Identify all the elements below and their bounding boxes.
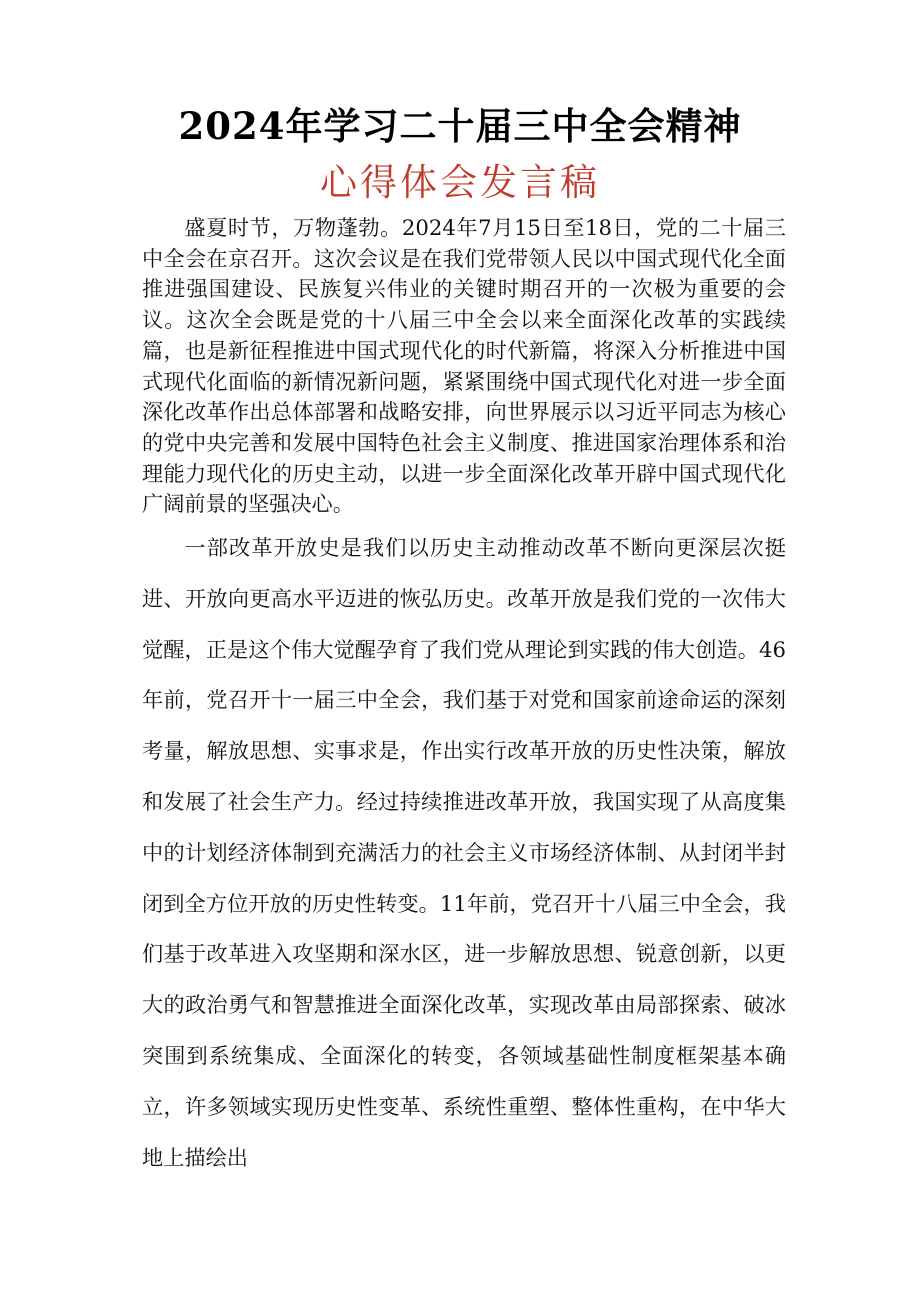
document-subtitle: 心得体会发言稿 [320, 161, 600, 204]
document-title: 2024年学习二十届三中全会精神 [178, 104, 742, 148]
body-paragraph-2: 一部改革开放史是我们以历史主动推动改革不断向更深层次挺进、开放向更高水平迈进的恢弘历史。改革开放是我们党的一次伟大觉醒，正是这个伟大觉醒孕育了我们党从理论到实践的伟大创造。46年前，党召开十一届三中全会，我们基于对党和国家前途命运的深刻考量，解放思想、实事求是，作出实行改革开放的历史性决策，解放和发展了社会生产力。经过持续推进改革开放，我国实现了从高度集中的计划经济体制到充满活力的社会主义市场经济体制、从封闭半封闭到全方位开放的历史性转变。11年前，党召开十八届三中全会，我们基于改革进入攻坚期和深水区，进一步解放思想、锐意创新，以更大的政治勇气和智慧推进全面深化改革，实现改革由局部探索、破冰突围到系统集成、全面深化的转变，各领域基础性制度框架基本确立，许多领域实现历史性变革、系统性重塑、整体性重构，在中华大地上描绘出 [142, 535, 786, 1170]
body-paragraph-1: 盛夏时节，万物蓬勃。2024年7月15日至18日，党的二十届三中全会在京召开。这次会议是在我们党带领人民以中国式现代化全面推进强国建设、民族复兴伟业的关键时期召开的一次极为重要的会议。这次全会既是党的十八届三中全会以来全面深化改革的实践续篇，也是新征程推进中国式现代化的时代新篇，将深入分析推进中国式现代化面临的新情况新问题，紧紧围绕中国式现代化对进一步全面深化改革作出总体部署和战略安排，向世界展示以习近平同志为核心的党中央完善和发展中国特色社会主义制度、推进国家治理体系和治理能力现代化的历史主动，以进一步全面深化改革开辟中国式现代化广阔前景的坚强决心。 [142, 215, 786, 517]
